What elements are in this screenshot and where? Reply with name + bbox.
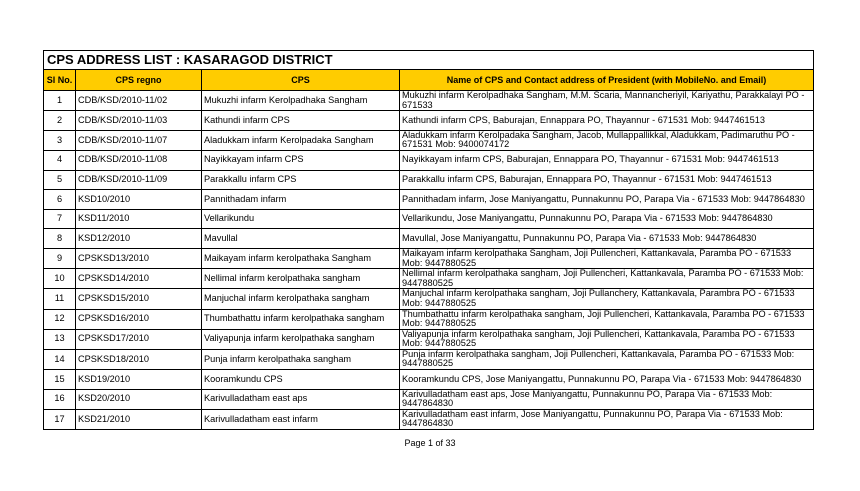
header-regno: CPS regno <box>76 70 202 91</box>
header-sl: Sl No. <box>44 70 76 91</box>
cell-regno: CDB/KSD/2010-11/03 <box>76 111 202 131</box>
cell-sl: 11 <box>44 289 76 309</box>
cell-address: Thumbathattu infarm kerolpathaka sangham, Joji Pullencheri, Kattankavala, Paramba PO - 671533 Mob: 9447880525 <box>400 309 814 329</box>
cell-regno: CDB/KSD/2010-11/07 <box>76 130 202 150</box>
table-row <box>44 289 814 309</box>
cell-regno: KSD21/2010 <box>76 409 202 429</box>
table-row <box>44 409 814 429</box>
table-row <box>44 209 814 229</box>
cell-cps: Mavullal <box>202 229 400 249</box>
cell-regno: CPSKSD17/2010 <box>76 329 202 349</box>
cell-address: Parakkallu infarm CPS, Baburajan, Ennappara PO, Thayannur - 671531 Mob: 9447461513 <box>400 170 814 190</box>
cell-regno: CPSKSD16/2010 <box>76 309 202 329</box>
cell-cps: Parakkallu infarm CPS <box>202 170 400 190</box>
cell-cps: Vellarikundu <box>202 209 400 229</box>
cell-cps: Manjuchal infarm kerolpathaka sangham <box>202 289 400 309</box>
cell-cps: Kooramkundu CPS <box>202 370 400 390</box>
table-row <box>44 329 814 349</box>
table-row <box>44 309 814 329</box>
cell-sl: 1 <box>44 91 76 111</box>
cell-address: Pannithadam infarm, Jose Maniyangattu, Punnakunnu PO, Parapa Via - 671533 Mob: 9447864830 <box>400 190 814 210</box>
cell-sl: 17 <box>44 409 76 429</box>
cell-address: Nayikkayam infarm CPS, Baburajan, Ennappara PO, Thayannur - 671531 Mob: 9447461513 <box>400 150 814 170</box>
cell-cps: Pannithadam infarm <box>202 190 400 210</box>
cell-sl: 3 <box>44 130 76 150</box>
cell-cps: Karivulladatham east aps <box>202 389 400 409</box>
cell-regno: KSD20/2010 <box>76 389 202 409</box>
cell-regno: CDB/KSD/2010-11/02 <box>76 91 202 111</box>
cell-cps: Nayikkayam infarm CPS <box>202 150 400 170</box>
cell-sl: 9 <box>44 248 76 268</box>
cell-address: Punja infarm kerolpathaka sangham, Joji Pullencheri, Kattankavala, Paramba PO - 671533 Mob: 9447880525 <box>400 349 814 369</box>
cell-regno: KSD11/2010 <box>76 209 202 229</box>
cell-sl: 16 <box>44 389 76 409</box>
cell-cps: Nellimal infarm kerolpathaka sangham <box>202 269 400 289</box>
cell-regno: KSD19/2010 <box>76 370 202 390</box>
cell-sl: 14 <box>44 349 76 369</box>
cell-cps: Valiyapunja infarm kerolpathaka sangham <box>202 329 400 349</box>
cell-address: Aladukkam infarm Kerolpadaka Sangham, Jacob, Mullappallikkal, Aladukkam, Padimaruthu PO - 671531 Mob: 9400074172 <box>400 130 814 150</box>
cell-cps: Kathundi infarm CPS <box>202 111 400 131</box>
table-row <box>44 170 814 190</box>
cell-regno: CPSKSD15/2010 <box>76 289 202 309</box>
table-row <box>44 389 814 409</box>
cell-address: Maikayam infarm kerolpathaka Sangham, Joji Pullencheri, Kattankavala, Paramba PO - 671533 Mob: 9447880525 <box>400 248 814 268</box>
cell-address: Nellimal infarm kerolpathaka sangham, Joji Pullencheri, Kattankavala, Paramba PO - 671533 Mob: 9447880525 <box>400 269 814 289</box>
cell-regno: CPSKSD13/2010 <box>76 248 202 268</box>
cell-sl: 5 <box>44 170 76 190</box>
cell-cps: Maikayam infarm kerolpathaka Sangham <box>202 248 400 268</box>
table-row <box>44 370 814 390</box>
page-footer: Page 1 of 33 <box>404 438 456 448</box>
cell-regno: CDB/KSD/2010-11/09 <box>76 170 202 190</box>
cell-address: Manjuchal infarm kerolpathaka sangham, Joji Pullanchery, Kattankavala, Parambra PO - 671533 Mob: 9447880525 <box>400 289 814 309</box>
cell-address: Mavullal, Jose Maniyangattu, Punnakunnu PO, Parapa Via - 671533 Mob: 9447864830 <box>400 229 814 249</box>
table-row <box>44 349 814 369</box>
cell-regno: KSD10/2010 <box>76 190 202 210</box>
table-title: CPS ADDRESS LIST : KASARAGOD DISTRICT <box>44 51 814 70</box>
cell-regno: CPSKSD14/2010 <box>76 269 202 289</box>
table-row <box>44 111 814 131</box>
cell-address: Mukuzhi infarm Kerolpadhaka Sangham, M.M. Scaria, Mannancheriyil, Kariyathu, Parakkalayi PO - 671533 <box>400 91 814 111</box>
table-row <box>44 229 814 249</box>
cell-cps: Mukuzhi infarm Kerolpadhaka Sangham <box>202 91 400 111</box>
cell-sl: 15 <box>44 370 76 390</box>
cell-address: Valiyapunja infarm kerolpathaka sangham, Joji Pullencheri, Kattankavala, Paramba PO - 671533 Mob: 9447880525 <box>400 329 814 349</box>
table-row <box>44 91 814 111</box>
cell-sl: 4 <box>44 150 76 170</box>
table-row <box>44 269 814 289</box>
cell-regno: CDB/KSD/2010-11/08 <box>76 150 202 170</box>
cps-address-table <box>43 50 814 430</box>
cell-address: Karivulladatham east infarm, Jose Maniyangattu, Punnakunnu PO, Parapa Via - 671533 Mob: 9447864830 <box>400 409 814 429</box>
table-row <box>44 248 814 268</box>
cell-sl: 13 <box>44 329 76 349</box>
table-row <box>44 150 814 170</box>
table-row <box>44 190 814 210</box>
cell-sl: 10 <box>44 269 76 289</box>
cell-sl: 8 <box>44 229 76 249</box>
cell-regno: CPSKSD18/2010 <box>76 349 202 369</box>
cell-address: Karivulladatham east aps, Jose Maniyangattu, Punnakunnu PO, Parapa Via - 671533 Mob: 9447864830 <box>400 389 814 409</box>
cell-address: Kooramkundu CPS, Jose Maniyangattu, Punnakunnu PO, Parapa Via - 671533 Mob: 9447864830 <box>400 370 814 390</box>
cell-cps: Karivulladatham east infarm <box>202 409 400 429</box>
header-row <box>44 70 814 91</box>
cell-address: Vellarikundu, Jose Maniyangattu, Punnakunnu PO, Parapa Via - 671533 Mob: 9447864830 <box>400 209 814 229</box>
table-row <box>44 130 814 150</box>
header-address: Name of CPS and Contact address of President (with MobileNo. and Email) <box>400 70 814 91</box>
address-list-sheet <box>43 50 813 430</box>
cell-sl: 7 <box>44 209 76 229</box>
cell-sl: 2 <box>44 111 76 131</box>
cell-cps: Thumbathattu infarm kerolpathaka sangham <box>202 309 400 329</box>
header-cps: CPS <box>202 70 400 91</box>
cell-regno: KSD12/2010 <box>76 229 202 249</box>
cell-cps: Punja infarm kerolpathaka sangham <box>202 349 400 369</box>
cell-cps: Aladukkam infarm Kerolpadaka Sangham <box>202 130 400 150</box>
table-body <box>44 91 814 430</box>
cell-address: Kathundi infarm CPS, Baburajan, Ennappara PO, Thayannur - 671531 Mob: 9447461513 <box>400 111 814 131</box>
cell-sl: 6 <box>44 190 76 210</box>
cell-sl: 12 <box>44 309 76 329</box>
